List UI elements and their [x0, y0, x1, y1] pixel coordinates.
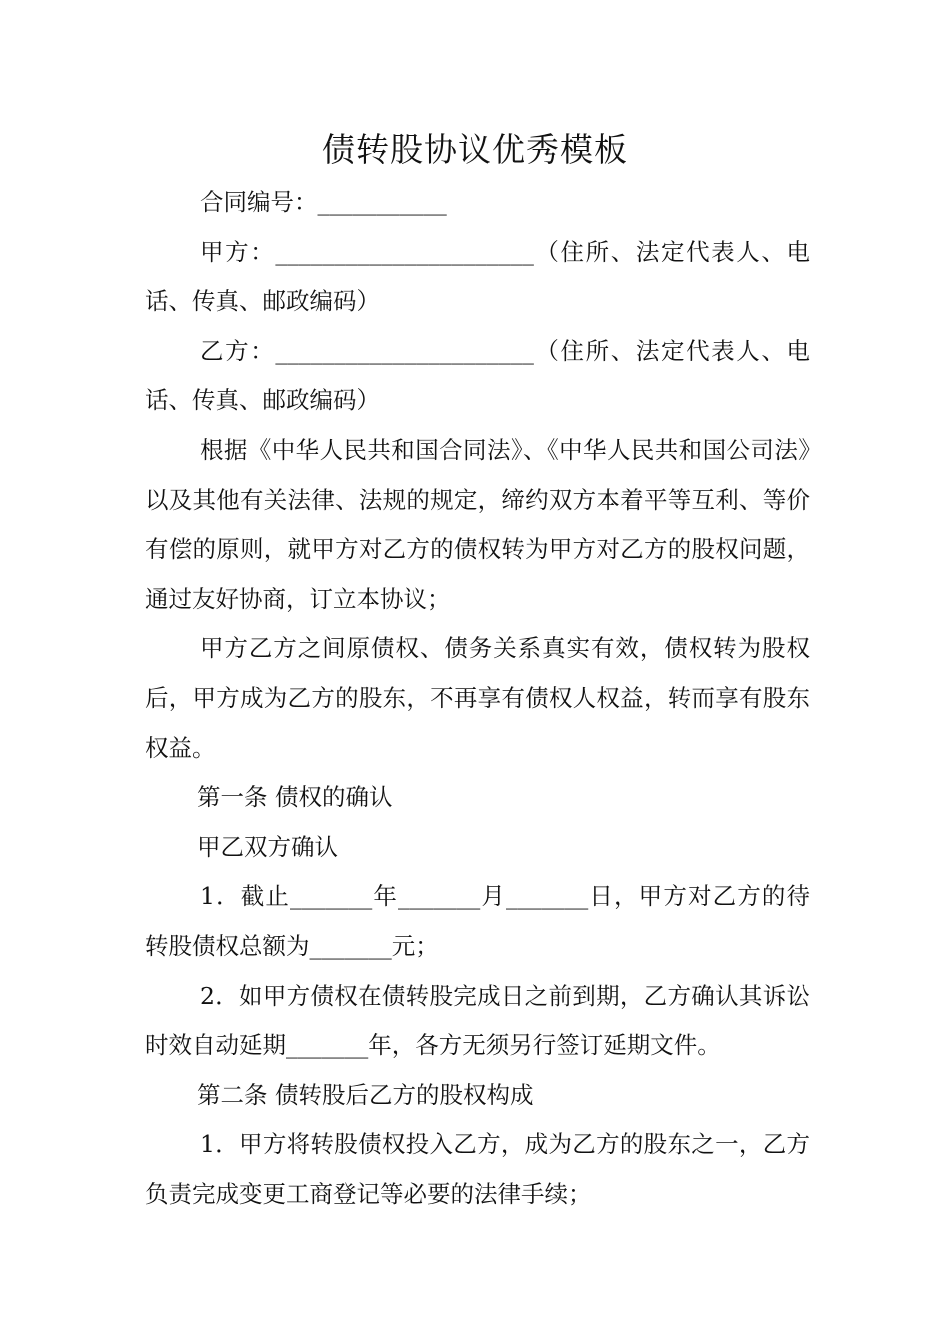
document-title: 债转股协议优秀模板 [322, 130, 628, 169]
document-body [145, 178, 810, 1219]
preamble-paragraph: 根据《中华人民共和国合同法》、《中华人民共和国公司法》以及其他有关法律、法规的规定，缔约双方本着平等互利、等价有偿的原则，就甲方对乙方的债权转为甲方对乙方的股权问题，通过友好协商，订立本协议； [145, 435, 810, 613]
article-one-intro: 甲乙双方确认 [197, 832, 338, 861]
article-one-item-1: 1．截止_______年_______月_______日，甲方对乙方的待转股债权总额为_______元； [145, 882, 810, 960]
article-two-heading: 第二条 债转股后乙方的股权构成 [197, 1080, 534, 1109]
party-a-line: 甲方：______________________（住所、法定代表人、电话、传真、邮政编码） [145, 237, 810, 316]
relationship-paragraph: 甲方乙方之间原债权、债务关系真实有效，债权转为股权后，甲方成为乙方的股东，不再享有债权人权益，转而享有股东权益。 [145, 634, 810, 762]
contract-number-line: 合同编号：___________ [200, 188, 447, 216]
article-two-item-1: 1．甲方将转股债权投入乙方，成为乙方的股东之一，乙方负责完成变更工商登记等必要的法律手续； [145, 1130, 810, 1208]
party-b-line: 乙方：______________________（住所、法定代表人、电话、传真、邮政编码） [145, 336, 810, 415]
article-one-item-2: 2．如甲方债权在债转股完成日之前到期，乙方确认其诉讼时效自动延期_______年，各方无须另行签订延期文件。 [145, 981, 810, 1060]
article-one-heading: 第一条 债权的确认 [197, 783, 393, 812]
